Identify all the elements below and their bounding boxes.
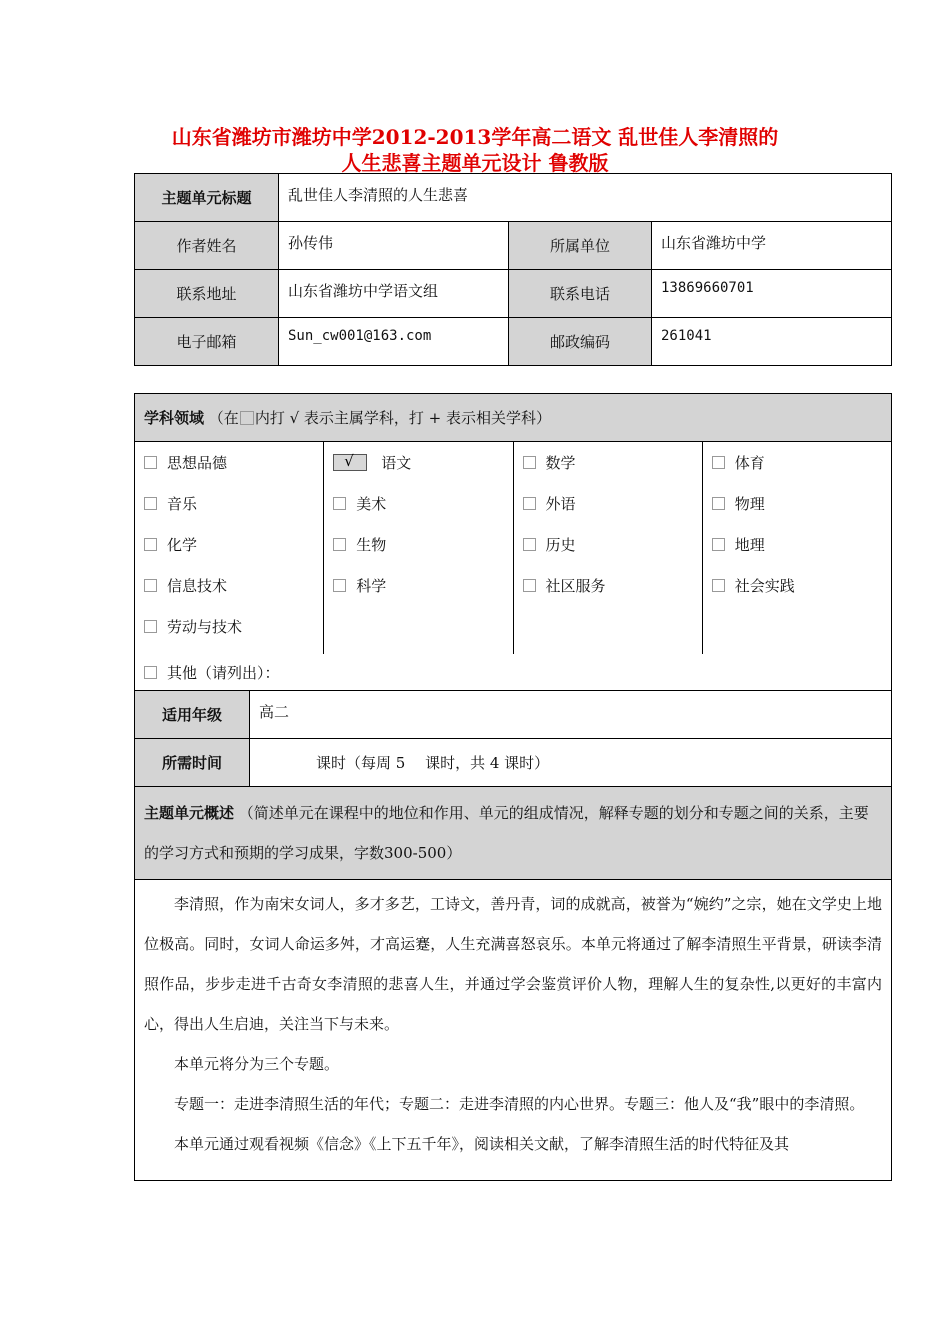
checkbox-icon[interactable]	[712, 497, 725, 510]
overview-paragraph-1: 李清照，作为南宋女词人，多才多艺，工诗文，善丹青，词的成就高，被誉为“婉约”之宗，她在文学史上地位极高。同时，女词人命运多舛，才高运蹇，人生充满喜怒哀乐。本单元将通过了解李清照生平背景，研读李清照作品，步步走进千古奇女李清照的悲喜人生，并通过学会鉴赏评价人物，理解人生的复杂性,以更好的丰富内心，得出人生启迪，关注当下与未来。	[144, 895, 883, 1033]
subject-option-label: 数学	[545, 454, 576, 472]
subject-option-label: 音乐	[167, 495, 198, 513]
subject-other[interactable]	[135, 654, 891, 690]
unit-value: 山东省潍坊中学	[652, 222, 892, 270]
checkbox-icon[interactable]	[144, 666, 157, 679]
grade-value: 高二	[250, 691, 892, 739]
subject-option[interactable]	[144, 524, 323, 565]
subject-label: 学科领域	[144, 409, 205, 427]
topic-label: 主题单元标题	[135, 174, 279, 222]
checked-box-icon[interactable]	[333, 454, 367, 471]
subject-hint-post: 内打 √ 表示主属学科，打 + 表示相关学科）	[254, 409, 552, 427]
checkbox-icon[interactable]	[144, 579, 157, 592]
subject-option[interactable]	[144, 606, 323, 647]
subject-option-label: 外语	[545, 495, 576, 513]
subject-option[interactable]	[523, 565, 702, 606]
author-label: 作者姓名	[135, 222, 279, 270]
subject-option[interactable]	[523, 442, 702, 483]
overview-header	[135, 787, 892, 880]
overview-body	[135, 880, 892, 1181]
subject-option[interactable]	[712, 524, 891, 565]
subject-option[interactable]	[523, 524, 702, 565]
subject-option-label: 思想品德	[167, 454, 228, 472]
subject-option[interactable]	[712, 483, 891, 524]
subject-option-label: 社区服务	[545, 577, 606, 595]
title-line-1: 山东省潍坊市潍坊中学2012-2013学年高二语文 乱世佳人李清照的	[171, 125, 779, 149]
subject-option[interactable]	[144, 442, 323, 483]
subject-option[interactable]	[144, 483, 323, 524]
time-value: 课时（每周 5 课时，共 4 课时）	[250, 739, 892, 787]
topic-value: 乱世佳人李清照的人生悲喜	[279, 174, 892, 222]
unit-label: 所属单位	[509, 222, 652, 270]
author-value: 孙传伟	[279, 222, 509, 270]
subject-option[interactable]	[333, 524, 512, 565]
overview-hint: （简述单元在课程中的地位和作用、单元的组成情况，解释专题的划分和专题之间的关系，主要的学习方式和预期的学习成果，字数300-500）	[144, 804, 869, 862]
subject-option[interactable]	[523, 483, 702, 524]
subject-option-label: 体育	[734, 454, 765, 472]
checkbox-icon[interactable]	[712, 538, 725, 551]
subject-area	[135, 442, 892, 691]
subject-grid	[135, 442, 891, 654]
subject-option[interactable]	[333, 483, 512, 524]
checkbox-icon[interactable]	[712, 456, 725, 469]
grade-label: 适用年级	[135, 691, 250, 739]
checkbox-icon[interactable]	[523, 579, 536, 592]
subject-option-label: 信息技术	[167, 577, 228, 595]
postcode-label: 邮政编码	[509, 318, 652, 366]
time-label: 所需时间	[135, 739, 250, 787]
title-line-2: 人生悲喜主题单元设计 鲁教版	[341, 151, 609, 175]
document-title	[134, 124, 816, 176]
subject-option-label: 科学	[356, 577, 387, 595]
subject-column	[323, 442, 512, 654]
overview-paragraph-3: 专题一：走进李清照生活的年代；专题二：走进李清照的内心世界。专题三：他人及“我”眼中的李清照。	[174, 1095, 865, 1113]
checkbox-icon[interactable]	[523, 497, 536, 510]
subject-option-label: 化学	[167, 536, 198, 554]
checkbox-icon[interactable]	[144, 497, 157, 510]
subject-option-label: 地理	[734, 536, 765, 554]
subject-column	[702, 442, 891, 654]
subject-option[interactable]	[712, 565, 891, 606]
subject-column	[513, 442, 702, 654]
checkbox-icon[interactable]	[523, 538, 536, 551]
subject-option[interactable]	[712, 442, 891, 483]
subject-option-label: 历史	[545, 536, 576, 554]
info-table	[134, 173, 892, 366]
subject-option-label: 美术	[356, 495, 387, 513]
subject-other-label: 其他（请列出）：	[167, 663, 280, 682]
email-label: 电子邮箱	[135, 318, 279, 366]
checkbox-icon[interactable]	[144, 456, 157, 469]
checkbox-icon[interactable]	[144, 538, 157, 551]
phone-value: 13869660701	[652, 270, 892, 318]
checkbox-icon[interactable]	[144, 620, 157, 633]
overview-label: 主题单元概述	[144, 804, 235, 822]
subject-option-label: 生物	[356, 536, 387, 554]
email-value: Sun_cw001@163.com	[279, 318, 509, 366]
subject-header	[135, 394, 892, 442]
subject-option[interactable]	[144, 565, 323, 606]
overview-paragraph-2: 本单元将分为三个专题。	[174, 1055, 340, 1073]
checkbox-icon[interactable]	[523, 456, 536, 469]
checkbox-icon[interactable]	[333, 538, 346, 551]
subject-option[interactable]	[333, 442, 512, 483]
phone-label: 联系电话	[509, 270, 652, 318]
subject-option-label: 语文	[381, 454, 412, 472]
subject-option-label: 物理	[734, 495, 765, 513]
design-table	[134, 393, 892, 1181]
subject-column	[135, 442, 323, 654]
checkbox-icon[interactable]	[333, 497, 346, 510]
checkbox-icon[interactable]	[712, 579, 725, 592]
address-value: 山东省潍坊中学语文组	[279, 270, 509, 318]
subject-hint-pre: （在	[208, 409, 239, 427]
subject-option[interactable]	[333, 565, 512, 606]
postcode-value: 261041	[652, 318, 892, 366]
subject-option-label: 社会实践	[734, 577, 795, 595]
subject-option-label: 劳动与技术	[167, 618, 243, 636]
overview-paragraph-4: 本单元通过观看视频《信念》《上下五千年》，阅读相关文献，了解李清照生活的时代特征及其	[174, 1135, 790, 1153]
checkbox-sample-icon	[240, 411, 254, 425]
checkbox-icon[interactable]	[333, 579, 346, 592]
address-label: 联系地址	[135, 270, 279, 318]
